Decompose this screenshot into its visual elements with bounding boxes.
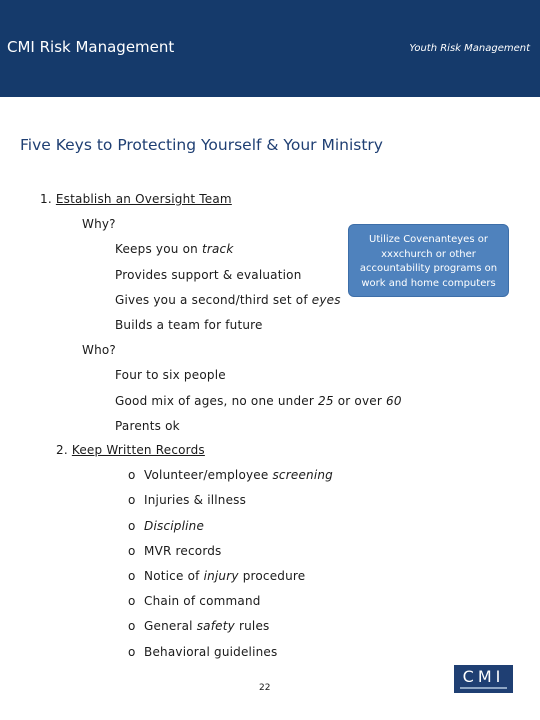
record-item-2: o Injuries & illness — [128, 493, 247, 507]
callout-line-4: work and home computers — [361, 277, 496, 289]
header-bar — [0, 0, 540, 97]
section-2-heading — [56, 443, 205, 457]
header-right-title: Youth Risk Management — [409, 43, 530, 54]
page-number: 22 — [259, 683, 271, 693]
accountability-callout — [348, 224, 509, 297]
section-2-title: Keep Written Records — [71, 443, 205, 457]
who-label: Who? — [82, 343, 116, 357]
page-title: Five Keys to Protecting Yourself & Your Ministry — [20, 136, 383, 154]
logo-underline — [460, 687, 507, 689]
why-item-2: Provides support & evaluation — [115, 268, 302, 282]
callout-line-2: xxxchurch or other — [381, 248, 476, 260]
why-item-3: Gives you a second/third set of eyes — [115, 293, 341, 307]
header-left-title: CMI Risk Management — [7, 38, 175, 56]
who-item-1: Four to six people — [115, 368, 226, 382]
section-1-title: Establish an Oversight Team — [55, 192, 232, 206]
record-item-7: o General safety rules — [128, 619, 270, 633]
section-2-number: 2. — [56, 443, 72, 457]
why-item-4: Builds a team for future — [115, 318, 263, 332]
record-item-5: o Notice of injury procedure — [128, 569, 306, 583]
why-label: Why? — [82, 217, 116, 231]
callout-line-3: accountability programs on — [359, 263, 498, 274]
why-item-1: Keeps you on track — [115, 242, 234, 256]
section-1-number: 1. — [40, 192, 56, 206]
who-item-3: Parents ok — [115, 419, 180, 433]
record-item-6: o Chain of command — [128, 594, 261, 608]
section-1-heading — [40, 192, 232, 206]
record-item-8: o Behavioral guidelines — [128, 645, 278, 659]
record-item-1: o Volunteer/employee screening — [128, 468, 333, 482]
callout-line-1: Utilize Covenanteyes or — [369, 234, 488, 245]
record-item-3: o Discipline — [128, 519, 205, 533]
logo-text: CMI — [462, 667, 505, 686]
cmi-logo — [454, 665, 513, 693]
record-item-4: o MVR records — [128, 544, 222, 558]
who-item-2: Good mix of ages, no one under 25 or over 60 — [115, 394, 402, 408]
